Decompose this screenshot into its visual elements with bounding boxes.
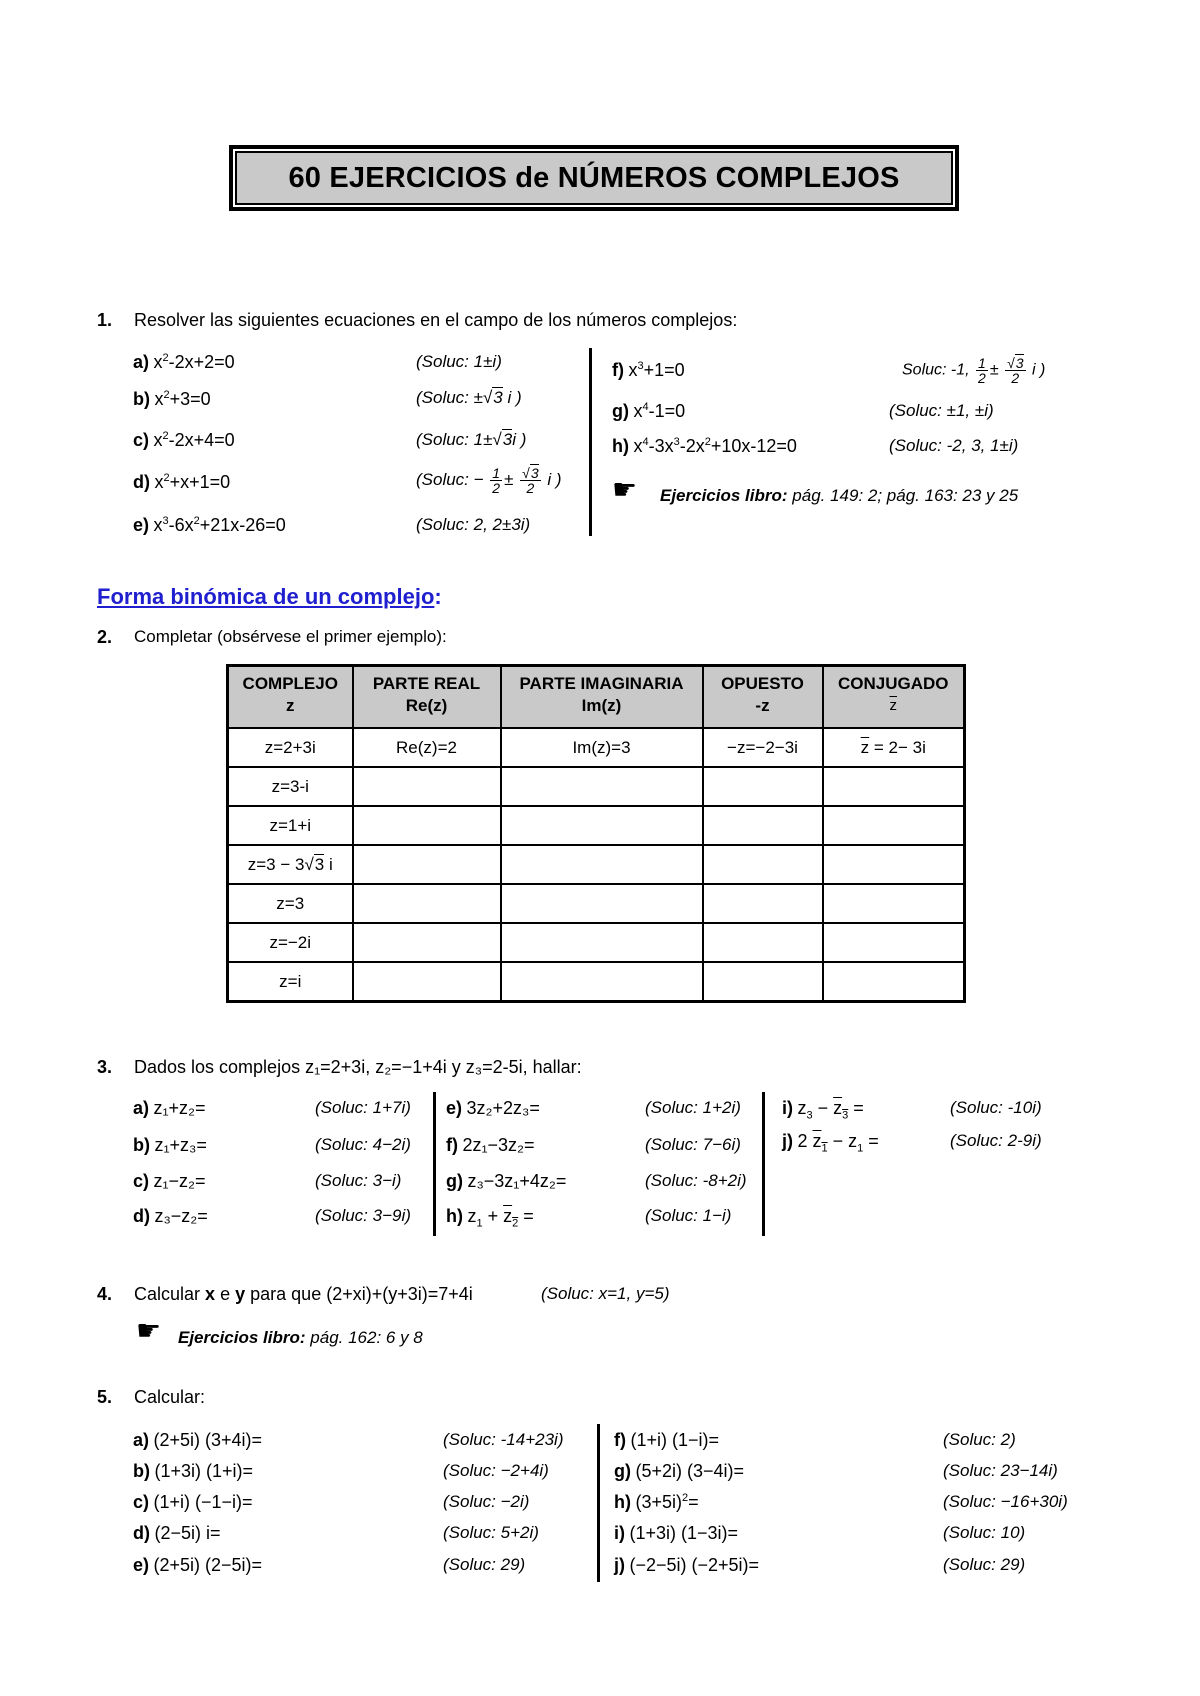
- ex5-sol-d: (Soluc: 5+2i): [443, 1523, 539, 1542]
- table-row: z=3-i: [228, 767, 965, 806]
- complex-table: [226, 664, 966, 1003]
- ex5-sol-c: (Soluc: −2i): [443, 1492, 530, 1511]
- ex1-sol-b: (Soluc: ±√3 i ): [416, 388, 522, 407]
- table-row: z=1+i: [228, 806, 965, 845]
- ex3-sol-j: (Soluc: 2-9i): [950, 1131, 1042, 1150]
- ex5-item-e: e) (2+5i) (2−5i)=: [133, 1555, 263, 1575]
- ex3-sol-e: (Soluc: 1+2i): [645, 1098, 741, 1117]
- ex3-statement: Dados los complejos z₁=2+3i, z₂=−1+4i y z₃=2-5i, hallar:: [134, 1057, 582, 1077]
- ex4-book-note: Ejercicios libro: pág. 162: 6 y 8: [178, 1328, 423, 1347]
- ex1-column-divider: [589, 348, 592, 536]
- ex5-item-i: i) (1+3i) (1−3i)=: [614, 1523, 739, 1543]
- ex3-item-b: b) z₁+z₃=: [133, 1135, 207, 1155]
- ex1-sol-h: (Soluc: -2, 3, 1±i): [889, 436, 1019, 455]
- ex3-item-j: j) 2 $z_1 - z_1$ =: [782, 1131, 879, 1155]
- ex3-sol-f: (Soluc: 7−6i): [645, 1135, 741, 1154]
- section-heading: Forma binómica de un complejo:: [97, 584, 442, 609]
- ex5-sol-h: (Soluc: −16+30i): [943, 1492, 1068, 1511]
- ex1-item-c: c) $x^2-2x+4=0$: [133, 430, 235, 450]
- ex1-item-d: d) $x^2+x+1=0$: [133, 472, 231, 492]
- ex3-sol-g: (Soluc: -8+2i): [645, 1171, 747, 1190]
- ex5-item-g: g) (5+2i) (3−4i)=: [614, 1461, 745, 1481]
- ex5-sol-i: (Soluc: 10): [943, 1523, 1026, 1542]
- ex5-sol-a: (Soluc: -14+23i): [443, 1430, 564, 1449]
- ex3-column-divider-2: [762, 1092, 765, 1236]
- ex3-sol-a: (Soluc: 1+7i): [315, 1098, 411, 1117]
- ex3-item-g: g) z₃−3z₁+4z₂=: [446, 1171, 567, 1191]
- ex5-item-b: b) (1+3i) (1+i)=: [133, 1461, 253, 1481]
- ex1-book-note: Ejercicios libro: pág. 149: 2; pág. 163: 23 y 25: [660, 486, 1019, 505]
- ex5-item-h: h) $(3+5i)^2=$: [614, 1492, 699, 1512]
- title-box: [229, 145, 959, 211]
- ex3-sol-c: (Soluc: 3−i): [315, 1171, 402, 1190]
- table-row: z=3 − 3√3 i: [228, 845, 965, 884]
- page-title: 60 EJERCICIOS de NÚMEROS COMPLEJOS: [288, 161, 900, 194]
- ex5-sol-b: (Soluc: −2+4i): [443, 1461, 549, 1480]
- ex1-sol-a: (Soluc: 1±i): [416, 352, 502, 371]
- ex1-statement: Resolver las siguientes ecuaciones en el campo de los números complejos:: [134, 310, 738, 330]
- header-opuesto: OPUESTO -z: [703, 666, 823, 729]
- ex1-sol-g: (Soluc: ±1, ±i): [889, 401, 994, 420]
- header-conjugado: CONJUGADO $\overline{z}$: [823, 666, 965, 729]
- ex4-statement: Calcular x e y para que (2+xi)+(y+3i)=7+4i: [134, 1284, 473, 1304]
- ex5-sol-j: (Soluc: 29): [943, 1555, 1026, 1574]
- ex5-sol-e: (Soluc: 29): [443, 1555, 526, 1574]
- ex3-number: 3.: [97, 1057, 113, 1077]
- table-row: z=3: [228, 884, 965, 923]
- ex5-statement: Calcular:: [134, 1387, 206, 1407]
- ex3-sol-b: (Soluc: 4−2i): [315, 1135, 411, 1154]
- ex3-item-d: d) z₃−z₂=: [133, 1206, 208, 1226]
- ex2-statement: Completar (obsérvese el primer ejemplo):: [134, 627, 447, 646]
- ex5-sol-f: (Soluc: 2): [943, 1430, 1016, 1449]
- ex3-item-f: f) 2z₁−3z₂=: [446, 1135, 535, 1155]
- header-complejo: COMPLEJO z: [228, 666, 353, 729]
- ex1-sol-c: (Soluc: 1±√3i ): [416, 430, 527, 449]
- ex1-sol-e: (Soluc: 2, 2±3i): [416, 515, 531, 534]
- ex1-item-a: a) $x^2-2x+2=0$: [133, 352, 235, 372]
- ex1-item-b: b) $x^2+3=0$: [133, 389, 211, 409]
- ex3-sol-d: (Soluc: 3−9i): [315, 1206, 411, 1225]
- ex5-number: 5.: [97, 1387, 113, 1407]
- ex1-item-h: h) $x^4-3x^3-2x^2+10x-12=0$: [612, 436, 797, 456]
- ex4-number: 4.: [97, 1284, 113, 1304]
- ex3-item-e: e) 3z₂+2z₃=: [446, 1098, 540, 1118]
- table-row: z=i: [228, 962, 965, 1002]
- ex1-item-g: g) $x^4-1=0$: [612, 401, 686, 421]
- ex1-sol-d: (Soluc: − $\frac{1}{2}$ ± $\frac{√3}{2}$ i ): [416, 465, 562, 496]
- ex3-item-c: c) z₁−z₂=: [133, 1171, 206, 1191]
- ex2-number: 2.: [97, 627, 113, 647]
- ex3-item-h: h) $z_1 + z_2$ =: [446, 1206, 534, 1230]
- ex5-item-j: j) (−2−5i) (−2+5i)=: [614, 1555, 760, 1575]
- ex3-column-divider-1: [433, 1092, 436, 1236]
- ex1-number: 1.: [97, 310, 113, 330]
- ex3-sol-i: (Soluc: -10i): [950, 1098, 1042, 1117]
- ex3-item-i: i) $z_3 - z_3$ =: [782, 1098, 864, 1122]
- table-header-row: [228, 666, 965, 729]
- header-parte-real: PARTE REAL Re(z): [353, 666, 501, 729]
- table-row: z=2+3i Re(z)=2 Im(z)=3 −z=−2−3i $\overline{z} = 2- 3i$: [228, 728, 965, 767]
- ex3-item-a: a) z₁+z₂=: [133, 1098, 206, 1118]
- ex1-item-f: f) $x^3+1=0$: [612, 360, 685, 380]
- pointing-hand-icon: ☛: [612, 474, 638, 505]
- ex1-item-e: e) $x^3-6x^2+21x-26=0$: [133, 515, 286, 535]
- ex5-item-d: d) (2−5i) i=: [133, 1523, 221, 1543]
- pointing-hand-icon: ☛: [136, 1315, 162, 1346]
- ex5-item-c: c) (1+i) (−1−i)=: [133, 1492, 253, 1512]
- ex1-sol-f: Soluc: -1, $\frac{1}{2}$ ± $\frac{√3}{2}$ i ): [902, 355, 1046, 386]
- ex3-sol-h: (Soluc: 1−i): [645, 1206, 732, 1225]
- header-parte-imaginaria: PARTE IMAGINARIA Im(z): [501, 666, 703, 729]
- table-row: z=−2i: [228, 923, 965, 962]
- ex5-item-a: a) (2+5i) (3+4i)=: [133, 1430, 263, 1450]
- ex5-item-f: f) (1+i) (1−i)=: [614, 1430, 719, 1450]
- ex5-sol-g: (Soluc: 23−14i): [943, 1461, 1058, 1480]
- ex4-sol: (Soluc: x=1, y=5): [541, 1284, 670, 1303]
- ex5-column-divider: [597, 1424, 600, 1582]
